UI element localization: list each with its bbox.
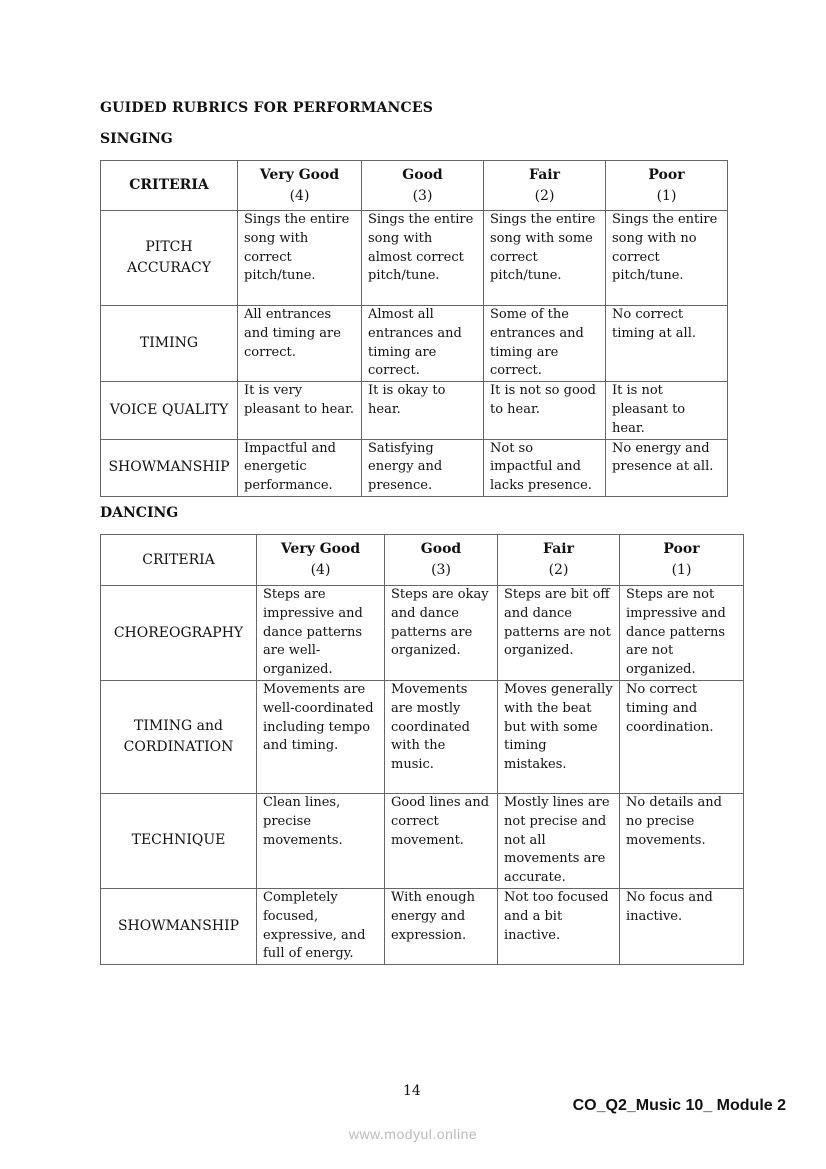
rubric-cell: Sings the entire song with some correct pitch/tune. — [484, 211, 606, 306]
singing-heading: SINGING — [100, 131, 173, 147]
criterion-cell: TIMING and CORDINATION — [101, 681, 257, 794]
table-header-row — [101, 535, 744, 586]
rubric-cell: Sings the entire song with correct pitch/tune. — [238, 211, 362, 306]
rubric-cell: Completely focused, expressive, and full of energy. — [257, 888, 385, 964]
dancing-rubric-table — [100, 534, 744, 965]
criterion-cell: VOICE QUALITY — [101, 382, 238, 439]
rubric-cell: Impactful and energetic performance. — [238, 439, 362, 496]
table-row — [101, 586, 744, 681]
table-row — [101, 439, 728, 496]
rubric-cell: It is not so good to hear. — [484, 382, 606, 439]
level-label: Poor — [663, 541, 700, 557]
rubric-cell: Sings the entire song with no correct pitch/tune. — [606, 211, 728, 306]
level-header — [238, 161, 362, 211]
table-header-row — [101, 161, 728, 211]
level-score: (4) — [310, 562, 331, 578]
level-label: Good — [420, 541, 462, 557]
level-label: Very Good — [280, 541, 361, 557]
rubric-cell: Some of the entrances and timing are correct. — [484, 306, 606, 382]
criteria-header: CRITERIA — [101, 535, 257, 586]
rubric-cell: No correct timing and coordination. — [620, 681, 744, 794]
module-code: CO_Q2_Music 10_ Module 2 — [572, 1097, 786, 1114]
level-label: Fair — [543, 541, 574, 557]
level-header — [498, 535, 620, 586]
level-label: Poor — [648, 166, 685, 183]
table-row — [101, 681, 744, 794]
criterion-cell: PITCH ACCURACY — [101, 211, 238, 306]
level-score: (1) — [656, 187, 677, 204]
rubric-cell: Good lines and correct movement. — [385, 794, 498, 889]
rubric-cell: Mostly lines are not precise and not all movements are accurate. — [498, 794, 620, 889]
level-score: (3) — [431, 562, 451, 578]
criteria-header: CRITERIA — [101, 161, 238, 211]
rubric-cell: No details and no precise movements. — [620, 794, 744, 889]
page-number: 14 — [403, 1083, 421, 1099]
level-header — [385, 535, 498, 586]
rubric-cell: Movements are well-coordinated including tempo and timing. — [257, 681, 385, 794]
rubric-cell: It is not pleasant to hear. — [606, 382, 728, 439]
rubric-cell: Clean lines, precise movements. — [257, 794, 385, 889]
singing-rubric-table — [100, 160, 728, 497]
rubric-cell: Not too focused and a bit inactive. — [498, 888, 620, 964]
criterion-cell: SHOWMANSHIP — [101, 888, 257, 964]
level-header — [484, 161, 606, 211]
level-label: Very Good — [259, 166, 340, 183]
criterion-cell: TIMING — [101, 306, 238, 382]
rubric-cell: No correct timing at all. — [606, 306, 728, 382]
level-label: Good — [402, 166, 443, 183]
level-label: Fair — [529, 166, 560, 183]
table-row — [101, 211, 728, 306]
table-row — [101, 382, 728, 439]
rubric-cell: Steps are impressive and dance patterns are well-organized. — [257, 586, 385, 681]
rubric-cell: No focus and inactive. — [620, 888, 744, 964]
rubric-cell: No energy and presence at all. — [606, 439, 728, 496]
rubric-cell: Steps are okay and dance patterns are organized. — [385, 586, 498, 681]
rubric-cell: With enough energy and expression. — [385, 888, 498, 964]
rubric-cell: All entrances and timing are correct. — [238, 306, 362, 382]
criterion-cell: TECHNIQUE — [101, 794, 257, 889]
page-title: GUIDED RUBRICS FOR PERFORMANCES — [100, 100, 434, 116]
rubric-cell: It is very pleasant to hear. — [238, 382, 362, 439]
rubric-cell: Movements are mostly coordinated with the music. — [385, 681, 498, 794]
rubric-cell: Moves generally with the beat but with some timing mistakes. — [498, 681, 620, 794]
level-header — [620, 535, 744, 586]
table-row — [101, 306, 728, 382]
level-score: (4) — [289, 187, 310, 204]
criterion-cell: SHOWMANSHIP — [101, 439, 238, 496]
table-row — [101, 888, 744, 964]
rubric-cell: Steps are bit off and dance patterns are not organized. — [498, 586, 620, 681]
level-header — [257, 535, 385, 586]
level-header — [606, 161, 728, 211]
criterion-cell: CHOREOGRAPHY — [101, 586, 257, 681]
rubric-cell: Almost all entrances and timing are correct. — [362, 306, 484, 382]
rubric-cell: Sings the entire song with almost correct pitch/tune. — [362, 211, 484, 306]
level-score: (2) — [534, 187, 555, 204]
level-score: (1) — [671, 562, 692, 578]
rubric-cell: Not so impactful and lacks presence. — [484, 439, 606, 496]
level-score: (3) — [412, 187, 433, 204]
dancing-heading: DANCING — [100, 505, 179, 521]
table-row — [101, 794, 744, 889]
rubric-cell: Steps are not impressive and dance patterns are not organized. — [620, 586, 744, 681]
rubric-cell: It is okay to hear. — [362, 382, 484, 439]
level-header — [362, 161, 484, 211]
watermark: www.modyul.online — [348, 1126, 478, 1142]
rubric-cell: Satisfying energy and presence. — [362, 439, 484, 496]
level-score: (2) — [548, 562, 569, 578]
